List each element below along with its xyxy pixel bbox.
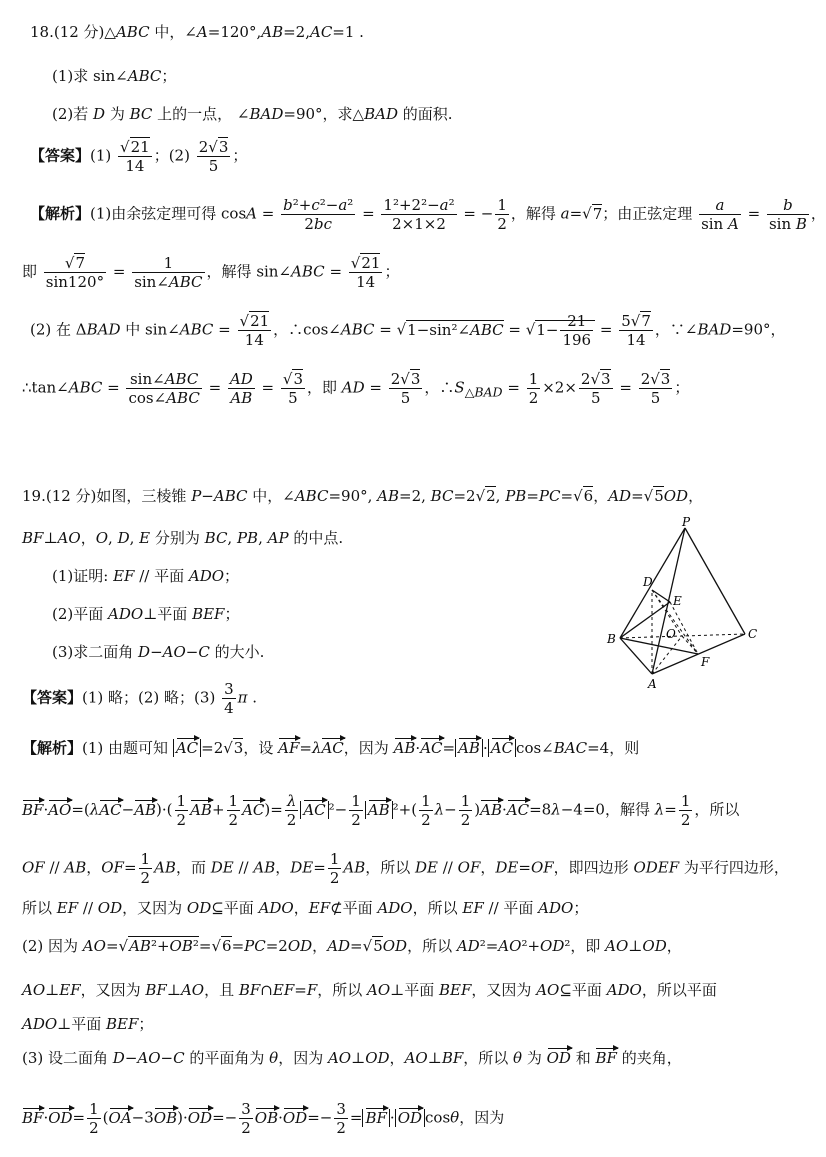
q19-part3: (3)求二面角 D−AO−C 的大小. (52, 643, 265, 661)
fig-label-F: F (701, 655, 710, 669)
q18-analysis2: 即 $\frac{√7}{\sin 120^\circ}$ = 1 sin∠ABC ，解得 sin∠ABC = $\frac{√21}{14}$ ； (22, 254, 400, 291)
q18-header: 18.(12 分)△ABC 中，∠A=120°,AB=2,AC=1 . (30, 23, 364, 41)
q19-analysis1: 【解析】(1) 由题可知 AC =2√3，设 AF=λAC，因为 AB·AC= AB · AC cos∠BAC=4，则 (22, 739, 640, 757)
q19-analysis2: BF·AO=(λAC−AB)·( $\frac{1}{2}$ AB+ $\frac{1}{2}$ AC)= $\frac{\lambda}{2}$ AC ²− $\frac{1}{2}$ AB ²+( $\frac{1}{2}$ λ− $\frac{1}{2}$ )AB·AC=8λ−4=0，解得 λ= $\frac{1}{2}$ ，所以 (22, 792, 740, 829)
fig-label-O: O (666, 627, 676, 641)
fig-label-A: A (648, 677, 657, 691)
fig-label-B: B (607, 632, 616, 646)
q18-answer: 【答案】(1) $\frac{√21}{14}$ ；(2) $\frac{2√3}{5}$ ； (30, 138, 248, 175)
q19-analysis6: AO⊥EF，又因为 BF⊥AO，且 BF∩EF=F，所以 AO⊥平面 BEF，又因为 AO⊆平面 ADO，所以平面 (22, 981, 717, 999)
q19-analysis5: (2) 因为 AO=√AB²+OB²=√6=PC=2OD，AD=√5OD，所以 AD²=AO²+OD²，即 AO⊥OD， (22, 937, 682, 955)
fig-label-D: D (643, 575, 653, 589)
q19-analysis3: OF // AB，OF= $\frac{1}{2}$ AB，而 DE // AB，DE= $\frac{1}{2}$ AB，所以 DE // OF，DE=OF，即四边形 ODEF 为平行四边形， (22, 850, 789, 887)
q18-part1: (1)求 sin∠ABC； (52, 67, 177, 85)
q19-analysis8: (3) 设二面角 D−AO−C 的平面角为 θ，因为 AO⊥OD，AO⊥BF，所以 θ 为 OD 和 BF 的夹角， (22, 1049, 682, 1067)
q18-analysis1: 【解析】(1)由余弦定理可得 cosA = $\frac{\text{b²+c²−a²}}{2bc}$ = $\frac{\text{1²+2²−a²}}{2\times 1\times 2}$ = − $\frac{1}{2}$ ，解得 a=√7；由正弦定理 $\frac{a}{\text{sin A}}$ = $\frac{b}{\text{sin B}}$ ， (30, 196, 826, 233)
q19-analysis9: BF·OD= $\frac{1}{2}$ (OA−3OB)·OD=− $\frac{3}{2}$ OB·OD=− $\frac{3}{2}$ = BF · OD cosθ，因为 (22, 1100, 505, 1137)
q19-part1: (1)证明: EF // 平面 ADO； (52, 567, 240, 585)
fig-label-E: E (673, 594, 682, 608)
q18-part2: (2)若 D 为 BC 上的一点， ∠BAD=90°，求△BAD 的面积. (52, 105, 453, 123)
tetrahedron-figure (590, 514, 780, 694)
q19-header: 19.(12 分)如图，三棱锥 P−ABC 中，∠ABC=90°, AB=2, BC=2√2, PB=PC=√6，AD=√5OD， (22, 487, 704, 505)
q18-analysis4: ∴tan∠ABC = sin∠ABC cos∠ABC = $\frac{AD}{AB}$ = $\frac{√3}{5}$ ，即 AD = $\frac{2√3}{5}$ ，$\therefore S_{\triangle BAD}$ = $\frac{1}{2}$ ×2× $\frac{2√3}{5}$ = $\frac{2√3}{5}$ ； (22, 370, 690, 407)
q19-part2: (2)平面 ADO⊥平面 BEF； (52, 605, 240, 623)
fig-label-C: C (748, 627, 758, 641)
q19-analysis4: 所以 EF // OD，又因为 OD⊆平面 ADO，EF⊄平面 ADO，所以 EF // 平面 ADO； (22, 899, 589, 917)
q18-analysis3: (2) 在 ΔBAD 中 sin∠ABC = $\frac{√21}{14}$ ，∴cos∠ABC = √1−sin²∠ABC = √1− $\frac{21}{196}$ = $\frac{5√7}{14}$ ，∵∠BAD=90°， (30, 312, 786, 349)
q19-analysis7: ADO⊥平面 BEF； (22, 1015, 154, 1033)
q19-answer: 【答案】(1) 略；(2) 略；(3) $\frac{3}{4}$ π . (22, 680, 258, 717)
fig-label-P: P (682, 515, 691, 529)
q19-header2: BF⊥AO，O, D, E 分别为 BC, PB, AP 的中点. (22, 529, 344, 547)
